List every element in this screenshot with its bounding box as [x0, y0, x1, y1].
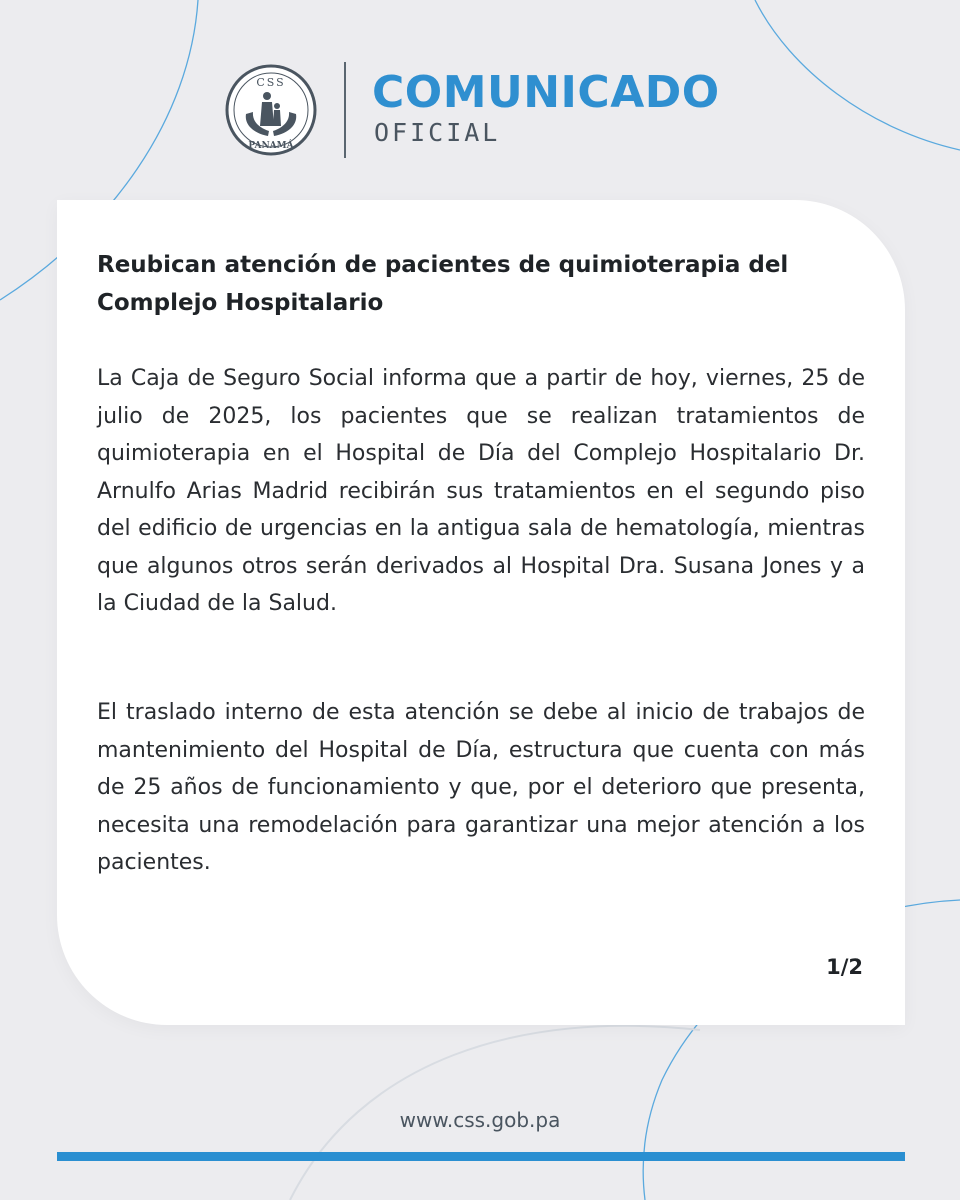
- header-divider: [344, 62, 346, 158]
- header-title: COMUNICADO: [372, 67, 720, 118]
- header-subtitle: OFICIAL: [374, 118, 501, 147]
- logo-top-text: CSS: [256, 76, 286, 89]
- page-indicator: 1/2: [826, 955, 863, 979]
- announcement-card: [57, 200, 905, 1025]
- css-panama-logo: [222, 62, 320, 158]
- website-link[interactable]: www.css.gob.pa: [399, 1108, 561, 1132]
- paragraph-2: El traslado interno de esta atención se debe al inicio de trabajos de mantenimiento del Hospital de Día, estructura que cuenta con más de 25 años de funcionamiento y que, por el deterioro que presenta, necesita una remodelación para garantizar una mejor atención a los pacientes.: [97, 700, 865, 875]
- logo-bottom-text: PANAMÁ: [248, 141, 294, 151]
- paragraph-1: La Caja de Seguro Social informa que a partir de hoy, viernes, 25 de julio de 2025, los pacientes que se realizan tratamientos de quimioterapia en el Hospital de Día del Complejo Hospitalario Dr. Arnulfo Arias Madrid recibirán sus tratamientos en el segundo piso del edificio de urgencias en la antigua sala de hematología, mientras que algunos otros serán derivados al Hospital Dra. Susana Jones y a la Ciudad de la Salud.: [97, 366, 865, 616]
- footer-bar: [57, 1152, 905, 1161]
- headline: Reubican atención de pacientes de quimioterapia del Complejo Hospitalario: [97, 252, 789, 316]
